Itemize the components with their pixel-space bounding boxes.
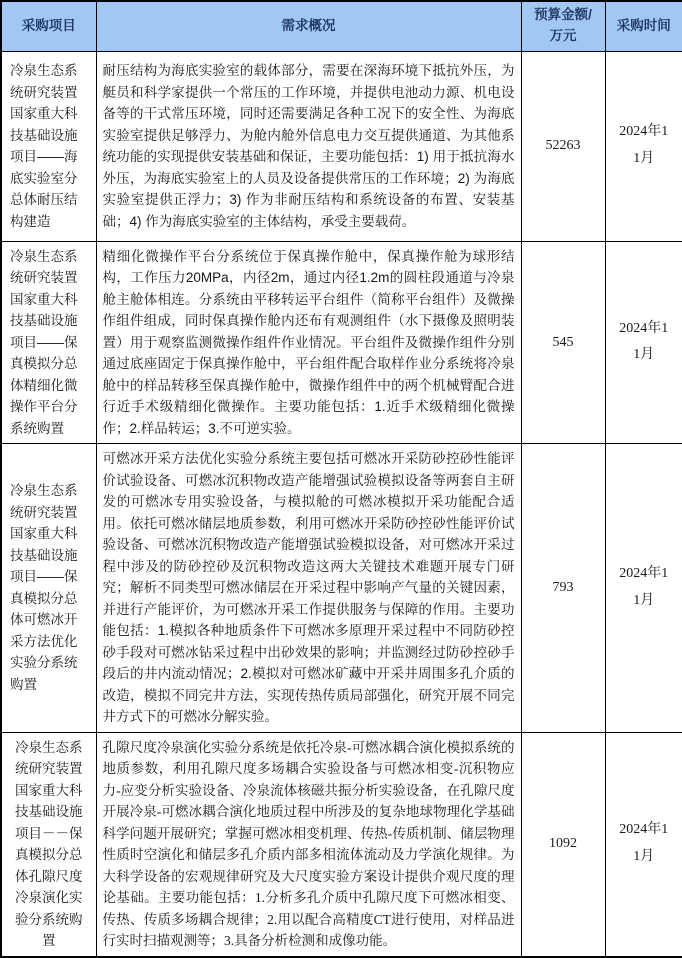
- budget-cell: 52263: [521, 51, 605, 241]
- header-row: [1, 1, 682, 51]
- budget-cell: 793: [521, 444, 605, 733]
- project-cell: 冷泉生态系统研究装置国家重大科技基础设施项目——海底实验室分总体耐压结构建造: [1, 51, 96, 241]
- header-budget-amount: 预算金额/万元: [521, 1, 605, 51]
- requirement-cell: 耐压结构为海底实验室的载体部分，需要在深海环境下抵抗外压，为艇员和科学家提供一个常压的工作环境，并提供电池动力源、机电设备等的干式常压环境，同时还需要满足各种工况下的安全性、为海底实验室提供足够浮力、为舱内舱外信息电力交互提供通道、为其他系统功能的实现提供安装基础和保证，主要功能包括：1) 用于抵抗海水外压，为海底实验室上的人员及设备提供常压的工作环境；2) 为海底实验室提供正浮力；3) 作为非耐压结构和系统设备的布置、安装基础；4) 作为海底实验室的主体结构，承受主要载荷。: [96, 51, 521, 241]
- table-row: [1, 51, 682, 241]
- requirement-cell: 可燃冰开采方法优化实验分系统主要包括可燃冰开采防砂控砂性能评价试验设备、可燃冰沉积物改造产能增强试验模拟设备等两套自主研发的可燃冰专用实验设备，与模拟舱的可燃冰模拟开采功能配合适用。依托可燃冰储层地质参数，利用可燃冰开采防砂控砂性能评价试验设备、可燃冰沉积物改造产能增强试验模拟设备，对可燃冰开采过程中涉及的防砂控砂及沉积物改造这两大关键技术难题开展专门研究；解析不同类型可燃冰储层在开采过程中影响产气量的关键因素，并进行产能评价，为可燃冰开采工作提供服务与保障的作用。主要功能包括：1.模拟各种地质条件下可燃冰多原理开采过程中不同防砂控砂手段对可燃冰钻采过程中出砂效果的影响；并监测经过防砂控砂手段后的井内流动情况；2.模拟对可燃冰矿藏中开采井周围多孔介质的改造，模拟不同完井方法，实现传热传质局部强化，研究开展不同完井方式下的可燃冰分解实验。: [96, 444, 521, 733]
- header-procurement-time: 采购时间: [605, 1, 682, 51]
- time-cell: 2024年11月: [605, 444, 682, 733]
- budget-cell: 1092: [521, 732, 605, 957]
- header-procurement-project: 采购项目: [1, 1, 96, 51]
- time-cell: 2024年11月: [605, 51, 682, 241]
- requirement-cell: 精细化微操作平台分系统位于保真操作舱中，保真操作舱为球形结构，工作压力20MPa，内径2m，通过内径1.2m的圆柱段通道与冷泉舱主舱体相连。分系统由平移转运平台组件（简称平台组件）及微操作组件组成，同时保真操作舱内还布有观测组件（水下摄像及照明装置）用于观察监测微操作组件作业情况。平台组件及微操作组件分别通过底座固定于保真操作舱中，平台组件配合取样作业分系统将冷泉舱中的样品转移至保真操作舱中，微操作组件中的两个机械臂配合进行近手术级精细化微操作。主要功能包括：1.近手术级精细化微操作；2.样品转运；3.不可逆实验。: [96, 241, 521, 444]
- project-cell: 冷泉生态系统研究装置国家重大科技基础设施项目——保真模拟分总体可燃冰开采方法优化实验分系统购置: [1, 444, 96, 733]
- header-requirement-overview: 需求概况: [96, 1, 521, 51]
- budget-cell: 545: [521, 241, 605, 444]
- table-row: [1, 444, 682, 733]
- table-row: [1, 241, 682, 444]
- project-cell: 冷泉生态系统研究装置国家重大科技基础设施项目－－保真模拟分总体孔隙尺度冷泉演化实验分系统购置: [1, 732, 96, 957]
- project-cell: 冷泉生态系统研究装置国家重大科技基础设施项目——保真模拟分总体精细化微操作平台分系统购置: [1, 241, 96, 444]
- table-row: [1, 732, 682, 957]
- time-cell: 2024年11月: [605, 241, 682, 444]
- time-cell: 2024年11月: [605, 732, 682, 957]
- requirement-cell: 孔隙尺度冷泉演化实验分系统是依托冷泉-可燃冰耦合演化模拟系统的地质参数，利用孔隙尺度多场耦合实验设备与可燃冰相变-沉积物应力-应变分析实验设备、冷泉流体核磁共振分析实验设备，在孔隙尺度开展冷泉-可燃冰耦合演化地质过程中所涉及的复杂地球物理化学基础科学问题开展研究；掌握可燃冰相变机理、传热-传质机制、储层物理性质时空演化和储层多孔介质内部多相流体流动及力学演化规律。为大科学设备的宏观规律研究及大尺度实验方案设计提供介观尺度的理论基础。主要功能包括：1.分析多孔介质中孔隙尺度下可燃冰相变、传热、传质多场耦合规律；2.用以配合高精度CT进行使用，对样品进行实时扫描观测等；3.具备分析检测和成像功能。: [96, 732, 521, 957]
